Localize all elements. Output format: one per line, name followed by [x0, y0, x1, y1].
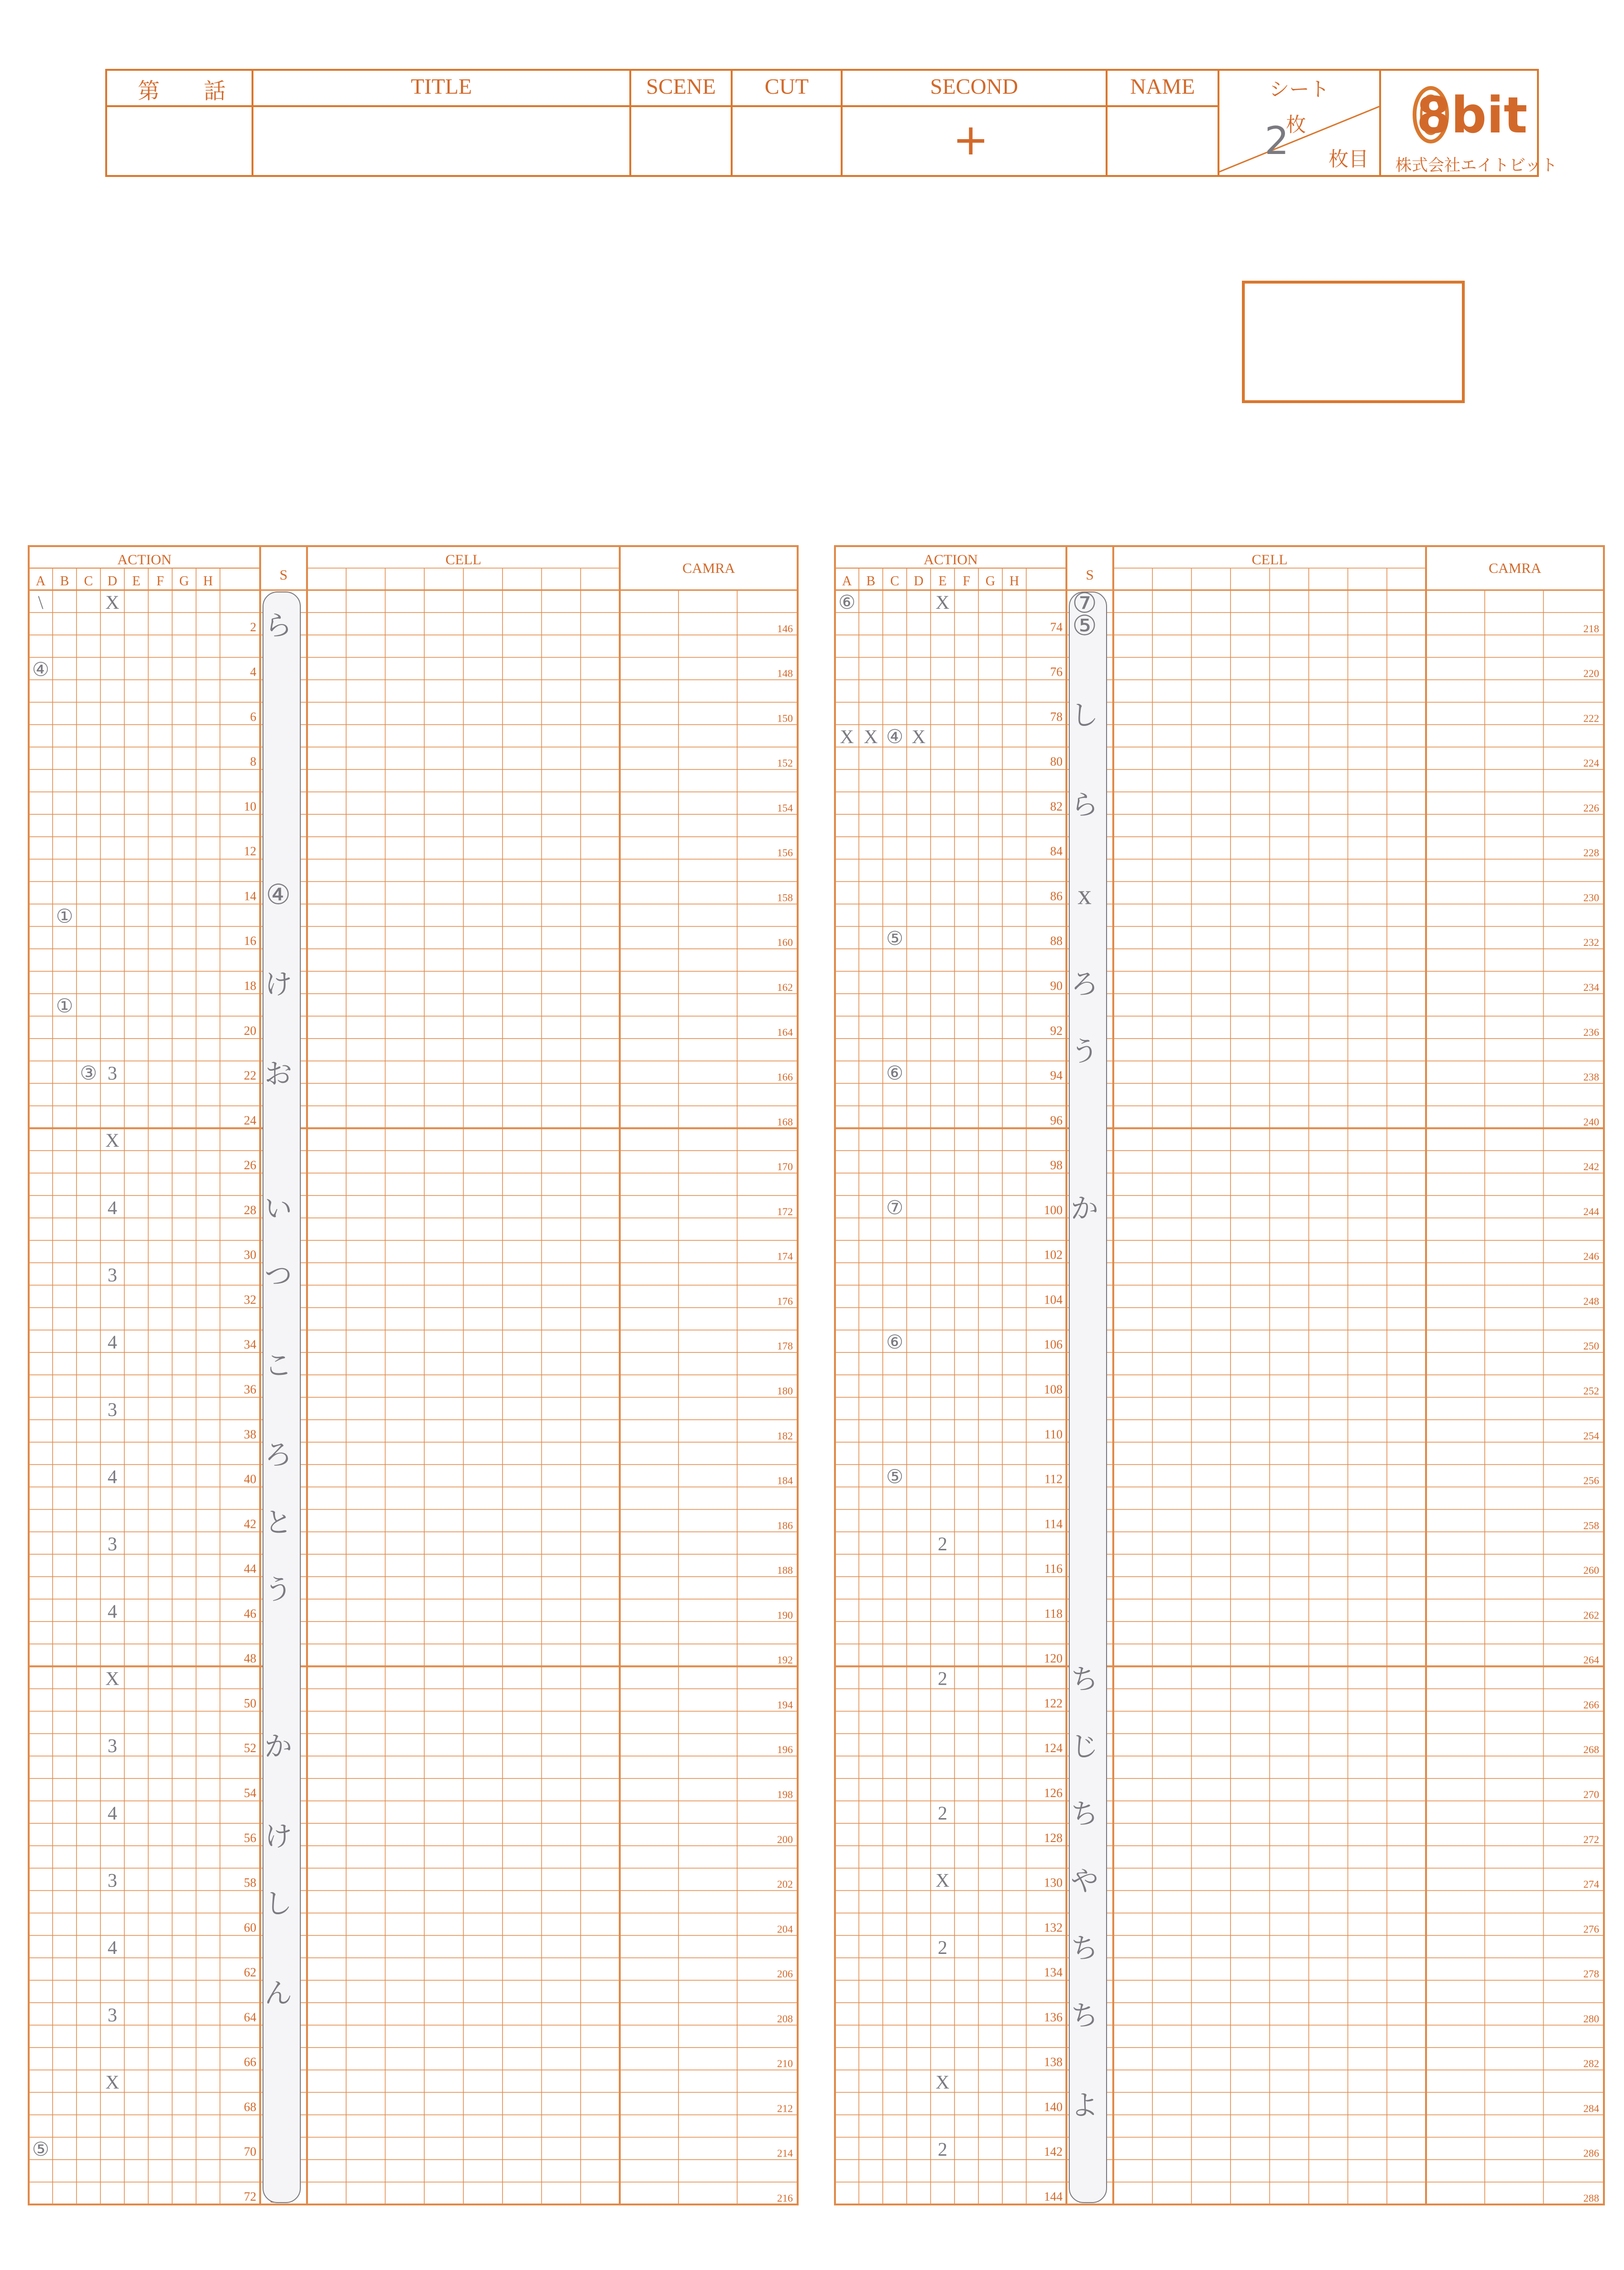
right-sheet	[835, 546, 1604, 2206]
right-frame-num: 80	[1050, 755, 1063, 769]
left-frame-num: 50	[244, 1696, 256, 1711]
right-dialogue-note: ⑤	[1072, 610, 1097, 641]
right-camera-frame-num: 286	[1583, 2147, 1599, 2160]
left-camera-frame-num: 150	[777, 712, 793, 724]
left-camera-frame-num: 196	[777, 1744, 793, 1756]
right-camera-frame-num: 260	[1583, 1564, 1599, 1577]
right-camera-frame-num: 238	[1583, 1071, 1599, 1083]
left-action-note: 3	[108, 1869, 117, 1891]
left-camera-frame-num: 190	[777, 1609, 793, 1621]
right-camera-frame-num: 230	[1583, 891, 1599, 904]
right-frame-num: 128	[1044, 1831, 1063, 1845]
left-camera-frame-num: 178	[777, 1340, 793, 1352]
left-action-note: 4	[108, 1331, 117, 1353]
right-camera-frame-num: 248	[1583, 1295, 1599, 1307]
left-action-note: 3	[108, 1062, 117, 1084]
right-camera-frame-num: 278	[1583, 1968, 1599, 1980]
right-action-note: 2	[938, 2138, 947, 2160]
right-dialogue-note: や	[1070, 1865, 1099, 1897]
right-frame-num: 104	[1044, 1293, 1063, 1307]
right-camera-frame-num: 288	[1583, 2192, 1599, 2204]
left-camera-frame-num: 188	[777, 1564, 793, 1577]
right-frame-num: 110	[1044, 1427, 1063, 1441]
left-camera-frame-num: 166	[777, 1071, 793, 1083]
sheet-handwritten: 2	[1264, 119, 1289, 163]
left-subcol-B: B	[60, 574, 69, 589]
left-frame-num: 46	[244, 1606, 256, 1621]
left-dialogue-note: う	[264, 1574, 293, 1605]
left-action-note: ③	[80, 1062, 97, 1084]
right-camera-frame-num: 228	[1583, 846, 1599, 859]
right-subcol-H: H	[1009, 574, 1020, 589]
left-action-note: ①	[56, 905, 73, 927]
right-frame-num: 112	[1044, 1472, 1063, 1486]
right-dialogue-note: ち	[1070, 1933, 1099, 1964]
left-camera-frame-num: 198	[777, 1788, 793, 1800]
right-frame-num: 124	[1044, 1741, 1063, 1755]
right-action-note: 2	[938, 1667, 947, 1689]
right-dialogue-note: x	[1077, 879, 1092, 910]
title-label: TITLE	[411, 74, 472, 99]
left-frame-num: 30	[244, 1248, 256, 1262]
left-camera-frame-num: 186	[777, 1519, 793, 1532]
left-action-note: X	[105, 2071, 120, 2093]
left-action-note: 3	[108, 1398, 117, 1420]
left-frame-num: 4	[250, 665, 256, 679]
left-dialogue-note: と	[264, 1507, 293, 1538]
left-camera-frame-num: 156	[777, 846, 793, 859]
right-camera-frame-num: 224	[1583, 757, 1599, 769]
sheet-num-label: 枚目	[1328, 149, 1369, 171]
right-action-note: X	[935, 591, 950, 613]
right-action-note: X	[935, 1869, 950, 1891]
left-camera-frame-num: 158	[777, 891, 793, 904]
left-camera-frame-num: 180	[777, 1385, 793, 1397]
right-frame-num: 144	[1044, 2190, 1063, 2204]
left-action-note: X	[105, 591, 120, 613]
logo-text: 8bit	[1416, 86, 1528, 144]
left-dialogue-note: ④	[266, 879, 291, 910]
right-frame-num: 94	[1050, 1068, 1063, 1083]
left-frame-num: 62	[244, 1965, 256, 1980]
right-frame-num: 132	[1044, 1920, 1063, 1935]
left-action-note: 4	[108, 1802, 117, 1824]
left-frame-num: 6	[250, 710, 256, 724]
stamp-box	[1243, 282, 1463, 402]
left-dialogue-note: ら	[264, 610, 293, 641]
right-camera-frame-num: 252	[1583, 1385, 1599, 1397]
left-action-note: 4	[108, 1196, 117, 1218]
left-action-note: 3	[108, 2004, 117, 2026]
left-dialogue-note: し	[264, 1888, 293, 1919]
right-dialogue-note: ち	[1070, 2000, 1099, 2031]
left-frame-num: 66	[244, 2055, 256, 2069]
right-dialogue-note: う	[1070, 1036, 1099, 1067]
right-camera-frame-num: 280	[1583, 2012, 1599, 2025]
left-frame-num: 20	[244, 1023, 256, 1038]
right-camera-frame-num: 274	[1583, 1878, 1599, 1890]
scene-label: SCENE	[646, 74, 716, 99]
left-frame-num: 2	[250, 620, 256, 634]
right-camera-frame-num: 222	[1583, 712, 1599, 724]
right-action-note: ⑦	[886, 1196, 903, 1218]
right-camera-frame-num: 236	[1583, 1026, 1599, 1038]
left-camera-frame-num: 170	[777, 1161, 793, 1173]
right-action-label: ACTION	[923, 552, 978, 568]
right-camera-frame-num: 220	[1583, 667, 1599, 680]
right-frame-num: 102	[1044, 1248, 1063, 1262]
right-action-note: 2	[938, 1937, 947, 1959]
left-dialogue-note: け	[264, 969, 293, 1000]
right-action-note: 2	[938, 1802, 947, 1824]
right-camera-frame-num: 276	[1583, 1923, 1599, 1935]
sheet-count-label: 枚	[1285, 114, 1306, 136]
right-frame-num: 78	[1050, 710, 1063, 724]
left-dialogue-note: け	[264, 1820, 293, 1852]
right-camera-frame-num: 256	[1583, 1474, 1599, 1487]
second-label: SECOND	[930, 74, 1019, 99]
left-frame-num: 38	[244, 1427, 256, 1441]
left-frame-num: 26	[244, 1158, 256, 1173]
left-dialogue-band	[263, 592, 300, 2203]
left-frame-num: 54	[244, 1786, 256, 1800]
right-camera-frame-num: 232	[1583, 936, 1599, 949]
left-camera-frame-num: 192	[777, 1654, 793, 1666]
left-frame-num: 16	[244, 934, 256, 948]
left-action-note: 3	[108, 1533, 117, 1555]
left-frame-num: 34	[244, 1338, 256, 1352]
right-dialogue-note: ち	[1070, 1798, 1099, 1830]
left-subcol-D: D	[107, 574, 118, 589]
right-camera-frame-num: 218	[1583, 622, 1599, 635]
left-camera-frame-num: 206	[777, 1968, 793, 1980]
left-subcol-C: C	[84, 574, 93, 589]
left-frame-num: 10	[244, 799, 256, 813]
left-camera-frame-num: 184	[777, 1474, 793, 1487]
right-subcol-E: E	[938, 574, 947, 589]
right-s-label: S	[1086, 567, 1094, 583]
right-frame-num: 130	[1044, 1875, 1063, 1890]
left-subcol-H: H	[203, 574, 213, 589]
left-camera-frame-num: 216	[777, 2192, 793, 2204]
right-frame-num: 126	[1044, 1786, 1063, 1800]
right-camera-frame-num: 270	[1583, 1788, 1599, 1800]
right-camera-frame-num: 264	[1583, 1654, 1599, 1666]
left-action-note: ①	[56, 995, 73, 1017]
right-camera-frame-num: 282	[1583, 2057, 1599, 2070]
left-action-note: X	[105, 1667, 120, 1689]
left-camera-frame-num: 152	[777, 757, 793, 769]
left-dialogue-note: ろ	[264, 1439, 293, 1471]
left-camera-frame-num: 146	[777, 622, 793, 635]
left-camera-frame-num: 162	[777, 981, 793, 993]
left-sheet	[29, 546, 798, 2206]
left-frame-num: 42	[244, 1517, 256, 1531]
right-frame-num: 134	[1044, 1965, 1063, 1980]
right-frame-num: 136	[1044, 2010, 1063, 2024]
left-camera-frame-num: 202	[777, 1878, 793, 1890]
right-frame-num: 98	[1050, 1158, 1063, 1173]
right-sheet-frame	[835, 546, 1604, 2204]
right-frame-num: 92	[1050, 1023, 1063, 1038]
right-camera-frame-num: 262	[1583, 1609, 1599, 1621]
right-cell-label: CELL	[1251, 552, 1288, 568]
left-camera-label: CAMRA	[682, 560, 735, 576]
right-action-note: ④	[886, 726, 903, 748]
left-frame-num: 56	[244, 1831, 256, 1845]
right-dialogue-note: か	[1070, 1193, 1099, 1224]
left-subcol-G: G	[179, 574, 189, 589]
left-action-label: ACTION	[117, 552, 172, 568]
right-subcol-B: B	[866, 574, 876, 589]
right-frame-num: 84	[1050, 844, 1063, 858]
left-action-note: ④	[32, 658, 49, 680]
left-frame-num: 40	[244, 1472, 256, 1486]
right-frame-num: 108	[1044, 1382, 1063, 1396]
left-frame-num: 60	[244, 1920, 256, 1935]
right-frame-num: 140	[1044, 2100, 1063, 2114]
left-dialogue-note: こ	[264, 1350, 293, 1382]
left-action-note: ⑤	[32, 2138, 49, 2160]
left-subcol-F: F	[156, 574, 164, 589]
left-dialogue-note: ん	[264, 1978, 293, 2009]
right-camera-frame-num: 284	[1583, 2102, 1599, 2115]
left-dialogue-note: つ	[264, 1260, 293, 1292]
left-sheet-frame	[29, 546, 798, 2204]
left-frame-num: 72	[244, 2190, 256, 2204]
right-dialogue-note: ろ	[1070, 969, 1099, 1000]
right-camera-frame-num: 272	[1583, 1833, 1599, 1845]
right-frame-num: 138	[1044, 2055, 1063, 2069]
right-frame-num: 90	[1050, 979, 1063, 993]
left-s-label: S	[279, 567, 288, 583]
left-camera-frame-num: 168	[777, 1116, 793, 1128]
left-action-note: \	[38, 591, 44, 613]
second-handwritten: +	[953, 115, 989, 165]
name-label: NAME	[1130, 74, 1195, 99]
left-frame-num: 18	[244, 979, 256, 993]
left-frame-num: 52	[244, 1741, 256, 1755]
right-frame-num: 120	[1044, 1651, 1063, 1666]
right-action-note: X	[840, 726, 854, 748]
right-frame-num: 100	[1044, 1203, 1063, 1217]
right-frame-num: 116	[1044, 1562, 1063, 1576]
left-frame-num: 14	[244, 889, 256, 903]
right-frame-num: 74	[1050, 620, 1063, 634]
right-frame-num: 122	[1044, 1696, 1063, 1711]
sheet-label: シート	[1269, 79, 1329, 101]
left-frame-num: 64	[244, 2010, 256, 2024]
right-dialogue-note: じ	[1070, 1731, 1099, 1763]
right-camera-frame-num: 244	[1583, 1205, 1599, 1217]
right-frame-num: 106	[1044, 1338, 1063, 1352]
right-camera-frame-num: 242	[1583, 1161, 1599, 1173]
left-frame-num: 28	[244, 1203, 256, 1217]
right-subcol-D: D	[913, 574, 924, 589]
right-dialogue-note: し	[1070, 700, 1099, 731]
left-frame-num: 24	[244, 1113, 256, 1128]
left-camera-frame-num: 210	[777, 2057, 793, 2070]
left-camera-frame-num: 200	[777, 1833, 793, 1845]
right-action-note: ⑥	[886, 1062, 903, 1084]
left-action-note: 4	[108, 1466, 117, 1488]
left-frame-num: 70	[244, 2145, 256, 2159]
left-cell-label: CELL	[445, 552, 482, 568]
right-camera-frame-num: 250	[1583, 1340, 1599, 1352]
left-frame-num: 68	[244, 2100, 256, 2114]
left-action-note: 4	[108, 1937, 117, 1959]
left-frame-num: 48	[244, 1651, 256, 1666]
right-camera-frame-num: 254	[1583, 1429, 1599, 1442]
right-camera-frame-num: 268	[1583, 1744, 1599, 1756]
right-frame-num: 118	[1044, 1606, 1063, 1621]
right-action-note: X	[911, 726, 926, 748]
right-camera-frame-num: 240	[1583, 1116, 1599, 1128]
right-frame-num: 88	[1050, 934, 1063, 948]
right-dialogue-note: ち	[1070, 1664, 1099, 1695]
left-camera-frame-num: 204	[777, 1923, 793, 1935]
right-frame-num: 86	[1050, 889, 1063, 903]
cut-label: CUT	[765, 74, 809, 99]
left-frame-num: 32	[244, 1293, 256, 1307]
left-camera-frame-num: 212	[777, 2102, 793, 2115]
left-frame-num: 8	[250, 755, 256, 769]
right-camera-frame-num: 258	[1583, 1519, 1599, 1532]
left-frame-num: 22	[244, 1068, 256, 1083]
left-dialogue-note: か	[264, 1731, 293, 1763]
right-camera-frame-num: 226	[1583, 801, 1599, 814]
left-frame-num: 44	[244, 1562, 256, 1576]
header-block	[106, 70, 1558, 402]
left-dialogue-note: い	[264, 1193, 293, 1224]
right-subcol-A: A	[842, 574, 852, 589]
left-camera-frame-num: 148	[777, 667, 793, 680]
right-action-note: X	[864, 726, 878, 748]
right-camera-frame-num: 266	[1583, 1699, 1599, 1711]
right-action-note: ⑥	[838, 591, 856, 613]
left-dialogue-note: お	[264, 1058, 293, 1090]
left-camera-frame-num: 182	[777, 1429, 793, 1442]
left-action-note: X	[105, 1130, 120, 1151]
right-dialogue-note: ら	[1070, 789, 1099, 821]
left-camera-frame-num: 174	[777, 1250, 793, 1262]
right-frame-num: 82	[1050, 799, 1063, 813]
right-dialogue-note: ⑦	[1072, 587, 1097, 619]
right-frame-num: 76	[1050, 665, 1063, 679]
left-frame-num: 12	[244, 844, 256, 858]
left-camera-frame-num: 194	[777, 1699, 793, 1711]
left-action-note: 3	[108, 1735, 117, 1757]
right-camera-frame-num: 246	[1583, 1250, 1599, 1262]
left-camera-frame-num: 214	[777, 2147, 793, 2160]
right-action-note: ⑤	[886, 1466, 903, 1488]
right-frame-num: 114	[1044, 1517, 1063, 1531]
right-subcol-F: F	[963, 574, 970, 589]
right-frame-num: 96	[1050, 1113, 1063, 1128]
left-frame-num: 36	[244, 1382, 256, 1396]
company-text: 株式会社エイトビット	[1395, 156, 1558, 175]
left-subcol-A: A	[35, 574, 46, 589]
right-subcol-C: C	[890, 574, 900, 589]
right-action-note: 2	[938, 1533, 947, 1555]
left-frame-num: 58	[244, 1875, 256, 1890]
episode-label: 第 話	[138, 79, 226, 103]
left-camera-frame-num: 164	[777, 1026, 793, 1038]
right-action-note: X	[935, 2071, 950, 2093]
left-camera-frame-num: 208	[777, 2012, 793, 2025]
left-camera-frame-num: 172	[777, 1205, 793, 1217]
left-camera-frame-num: 160	[777, 936, 793, 949]
left-action-note: 3	[108, 1264, 117, 1286]
right-action-note: ⑥	[886, 1331, 903, 1353]
left-camera-frame-num: 154	[777, 801, 793, 814]
left-action-note: 4	[108, 1600, 117, 1622]
left-subcol-E: E	[132, 574, 141, 589]
right-camera-label: CAMRA	[1488, 560, 1542, 576]
right-subcol-G: G	[985, 574, 996, 589]
right-action-note: ⑤	[886, 928, 903, 950]
right-frame-num: 142	[1044, 2145, 1063, 2159]
left-camera-frame-num: 176	[777, 1295, 793, 1307]
right-dialogue-note: よ	[1070, 2090, 1099, 2121]
right-camera-frame-num: 234	[1583, 981, 1599, 993]
